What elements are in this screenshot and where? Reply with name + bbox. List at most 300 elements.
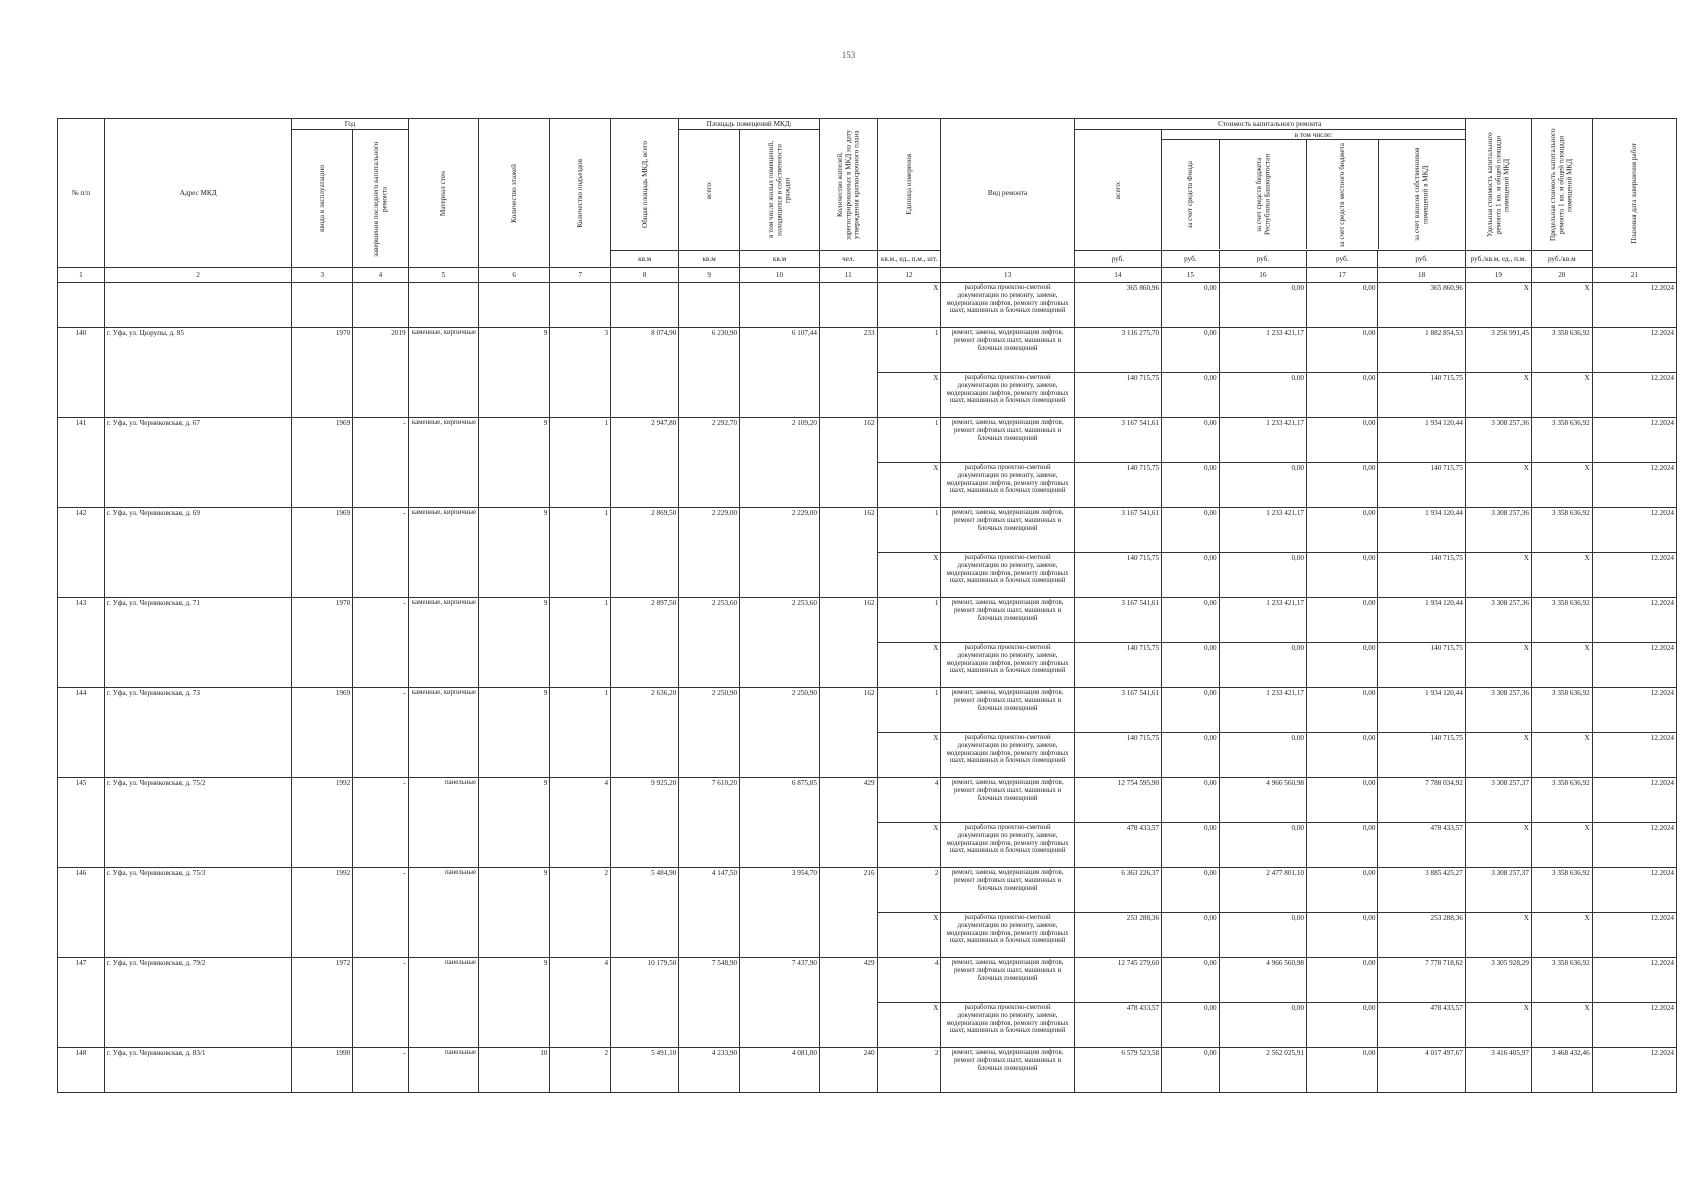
- limit-cost: 3 358 636,92: [1531, 508, 1592, 553]
- column-number: 8: [611, 268, 679, 283]
- floors: 9: [478, 508, 549, 598]
- unit-value: 1: [877, 418, 941, 463]
- header-year-built-label: ввода в эксплуатацию: [318, 165, 327, 233]
- year-last-repair: -: [353, 1048, 408, 1093]
- cost-fund: 0,00: [1162, 1048, 1220, 1093]
- cost-fund: 0,00: [1162, 418, 1220, 463]
- column-number: 1: [58, 268, 105, 283]
- unit-value: 4: [877, 778, 941, 823]
- limit-cost: 3 358 636,92: [1531, 418, 1592, 463]
- header-cost-fund-label: за счет средств Фонда: [1186, 160, 1195, 229]
- area-total: 9 925,20: [611, 778, 679, 868]
- cost-rb-budget: 1 233 421,17: [1219, 328, 1306, 373]
- year-last-repair: 2019: [353, 328, 408, 418]
- entrances: 4: [550, 778, 611, 868]
- area-in: 2 250,90: [740, 688, 820, 778]
- header-cost-incl: [1162, 130, 1466, 251]
- header-entrances-label: Количество подъездов: [576, 158, 585, 228]
- cost-fund: 0,00: [1162, 373, 1220, 418]
- unit-cell: руб.: [1378, 251, 1465, 268]
- year-last-repair: -: [353, 688, 408, 778]
- entrances: 1: [550, 688, 611, 778]
- completion-date: 12.2024: [1592, 958, 1676, 1003]
- cost-owners: 3 885 425,27: [1378, 868, 1465, 913]
- unit-value: X: [877, 643, 941, 688]
- cost-owners: 140 715,75: [1378, 373, 1465, 418]
- entrances: 3: [550, 328, 611, 418]
- cost-total: 6 363 226,37: [1074, 868, 1161, 913]
- column-number: 18: [1378, 268, 1465, 283]
- table-row: [58, 598, 1677, 643]
- residents: 162: [819, 418, 877, 508]
- unit-cell: руб.: [1162, 251, 1220, 268]
- work-type: разработка проектно-сметной документации по ремонту, замене, модернизации лифтов, ремонту лифтовых шахт, машинных и блочных помещений: [941, 373, 1074, 418]
- work-type: ремонт, замена, модернизация лифтов, ремонт лифтовых шахт, машинных и блочных помещений: [941, 778, 1074, 823]
- row-number: 147: [58, 958, 105, 1048]
- completion-date: 12.2024: [1592, 913, 1676, 958]
- unit-value: X: [877, 373, 941, 418]
- empty-cell: [353, 283, 408, 328]
- wall-material: каменные, кирпичные: [408, 508, 478, 598]
- specific-cost: 3 308 257,36: [1465, 688, 1531, 733]
- unit-value: X: [877, 553, 941, 598]
- unit-cell: руб.: [1074, 251, 1161, 268]
- area-all: 2 292,70: [679, 418, 740, 508]
- empty-cell: [58, 283, 105, 328]
- cost-owners: 4 017 497,67: [1378, 1048, 1465, 1093]
- cost-local-budget: 0,00: [1307, 418, 1378, 463]
- unit-value: 2: [877, 868, 941, 913]
- cost-local-budget: 0,00: [1307, 598, 1378, 643]
- column-number: 13: [941, 268, 1074, 283]
- cost-local-budget: 0,00: [1307, 1048, 1378, 1093]
- unit-cell: руб.: [1307, 251, 1378, 268]
- area-all: 4 233,90: [679, 1048, 740, 1093]
- limit-cost: X: [1531, 373, 1592, 418]
- cost-fund: 0,00: [1162, 913, 1220, 958]
- year-last-repair: -: [353, 508, 408, 598]
- area-in: 6 875,85: [740, 778, 820, 868]
- work-type: разработка проектно-сметной документации по ремонту, замене, модернизации лифтов, ремонту лифтовых шахт, машинных и блочных помещений: [941, 463, 1074, 508]
- area-in: 6 107,44: [740, 328, 820, 418]
- limit-cost: X: [1531, 553, 1592, 598]
- work-type: разработка проектно-сметной документации по ремонту, замене, модернизации лифтов, ремонту лифтовых шахт, машинных и блочных помещений: [941, 643, 1074, 688]
- cost-fund: 0,00: [1162, 283, 1220, 328]
- specific-cost: X: [1465, 643, 1531, 688]
- cost-owners: 478 433,57: [1378, 1003, 1465, 1048]
- column-number: 9: [679, 268, 740, 283]
- entrances: 4: [550, 958, 611, 1048]
- address: г. Уфа, ул. Черниковская, д. 83/1: [104, 1048, 292, 1093]
- work-type: разработка проектно-сметной документации по ремонту, замене, модернизации лифтов, ремонту лифтовых шахт, машинных и блочных помещений: [941, 283, 1074, 328]
- residents: 162: [819, 598, 877, 688]
- cost-total: 12 754 595,90: [1074, 778, 1161, 823]
- year-built: 1990: [292, 1048, 353, 1093]
- work-type: ремонт, замена, модернизация лифтов, ремонт лифтовых шахт, машинных и блочных помещений: [941, 598, 1074, 643]
- cost-fund: 0,00: [1162, 958, 1220, 1003]
- header-year-built: [292, 130, 353, 268]
- limit-cost: X: [1531, 823, 1592, 868]
- year-built: 1970: [292, 598, 353, 688]
- unit-cell: кв.м: [611, 251, 679, 268]
- cost-local-budget: 0,00: [1307, 283, 1378, 328]
- work-type: ремонт, замена, модернизация лифтов, ремонт лифтовых шахт, машинных и блочных помещений: [941, 868, 1074, 913]
- cost-local-budget: 0,00: [1307, 913, 1378, 958]
- cost-local-budget: 0,00: [1307, 553, 1378, 598]
- limit-cost: 3 468 432,46: [1531, 1048, 1592, 1093]
- header-limit-cost: [1531, 119, 1592, 251]
- unit-cell: руб./кв.м, ед., п.м.: [1465, 251, 1531, 268]
- cost-total: 140 715,75: [1074, 553, 1161, 598]
- cost-rb-budget: 0,00: [1219, 643, 1306, 688]
- cost-rb-budget: 0,00: [1219, 913, 1306, 958]
- cost-rb-budget: 0,00: [1219, 283, 1306, 328]
- year-last-repair: -: [353, 868, 408, 958]
- work-type: разработка проектно-сметной документации по ремонту, замене, модернизации лифтов, ремонту лифтовых шахт, машинных и блочных помещений: [941, 823, 1074, 868]
- cost-local-budget: 0,00: [1307, 463, 1378, 508]
- header-cost-owners-label: за счет взносов собственников помещений в МКД: [1413, 148, 1430, 242]
- unit-value: X: [877, 913, 941, 958]
- cost-total: 140 715,75: [1074, 373, 1161, 418]
- header-cost-fund: [1162, 140, 1220, 249]
- cost-total: 478 433,57: [1074, 823, 1161, 868]
- cost-local-budget: 0,00: [1307, 508, 1378, 553]
- row-number: 141: [58, 418, 105, 508]
- area-all: 6 230,90: [679, 328, 740, 418]
- cost-total: 140 715,75: [1074, 733, 1161, 778]
- completion-date: 12.2024: [1592, 553, 1676, 598]
- column-number: 15: [1162, 268, 1220, 283]
- address: г. Уфа, ул. Черниковская, д. 67: [104, 418, 292, 508]
- header-area-all: [679, 130, 740, 251]
- cost-total: 253 288,36: [1074, 913, 1161, 958]
- header-year-group: Год: [292, 119, 408, 130]
- area-total: 5 491,10: [611, 1048, 679, 1093]
- column-number: 20: [1531, 268, 1592, 283]
- cost-fund: 0,00: [1162, 508, 1220, 553]
- floors: 9: [478, 958, 549, 1048]
- address: г. Уфа, ул. Черниковская, д. 79/2: [104, 958, 292, 1048]
- cost-owners: 7 778 718,62: [1378, 958, 1465, 1003]
- cost-fund: 0,00: [1162, 823, 1220, 868]
- column-number: 16: [1219, 268, 1306, 283]
- specific-cost: X: [1465, 733, 1531, 778]
- cost-local-budget: 0,00: [1307, 958, 1378, 1003]
- address: г. Уфа, ул. Цюрупы, д. 85: [104, 328, 292, 418]
- work-type: ремонт, замена, модернизация лифтов, ремонт лифтовых шахт, машинных и блочных помещений: [941, 418, 1074, 463]
- column-number: 14: [1074, 268, 1161, 283]
- header-cost-incl-label: в том числе:: [1162, 131, 1465, 140]
- cost-local-budget: 0,00: [1307, 373, 1378, 418]
- row-number: 146: [58, 868, 105, 958]
- cost-rb-budget: 1 233 421,17: [1219, 598, 1306, 643]
- cost-rb-budget: 2 477 801,10: [1219, 868, 1306, 913]
- header-unit: [877, 119, 941, 251]
- area-in: 2 229,00: [740, 508, 820, 598]
- cost-total: 3 116 275,70: [1074, 328, 1161, 373]
- row-number: 140: [58, 328, 105, 418]
- cost-rb-budget: 0,00: [1219, 463, 1306, 508]
- unit-cell: руб.: [1219, 251, 1306, 268]
- area-total: 2 947,80: [611, 418, 679, 508]
- empty-cell: [408, 283, 478, 328]
- header-wall-material-label: Материал стен: [439, 170, 448, 216]
- specific-cost: X: [1465, 373, 1531, 418]
- column-number-row: [58, 268, 1677, 283]
- entrances: 2: [550, 1048, 611, 1093]
- work-type: разработка проектно-сметной документации по ремонту, замене, модернизации лифтов, ремонту лифтовых шахт, машинных и блочных помещений: [941, 1003, 1074, 1048]
- unit-cell: чел.: [819, 251, 877, 268]
- cost-rb-budget: 1 233 421,17: [1219, 418, 1306, 463]
- column-number: 10: [740, 268, 820, 283]
- cost-rb-budget: 0,00: [1219, 1003, 1306, 1048]
- cost-fund: 0,00: [1162, 553, 1220, 598]
- unit-value: 4: [877, 958, 941, 1003]
- column-number: 17: [1307, 268, 1378, 283]
- area-all: 2 253,60: [679, 598, 740, 688]
- address: г. Уфа, ул. Черниковская, д. 75/2: [104, 778, 292, 868]
- completion-date: 12.2024: [1592, 463, 1676, 508]
- header-area-group: Площадь помещений МКД:: [679, 119, 820, 130]
- entrances: 2: [550, 868, 611, 958]
- cost-fund: 0,00: [1162, 1003, 1220, 1048]
- cost-total: 140 715,75: [1074, 463, 1161, 508]
- cost-total: 140 715,75: [1074, 643, 1161, 688]
- unit-value: X: [877, 823, 941, 868]
- area-all: 2 229,00: [679, 508, 740, 598]
- cost-fund: 0,00: [1162, 778, 1220, 823]
- header-completion-date-label: Плановая дата завершения работ: [1630, 142, 1639, 244]
- address: г. Уфа, ул. Черниковская, д. 75/3: [104, 868, 292, 958]
- empty-cell: [679, 283, 740, 328]
- work-type: ремонт, замена, модернизация лифтов, ремонт лифтовых шахт, машинных и блочных помещений: [941, 688, 1074, 733]
- specific-cost: X: [1465, 913, 1531, 958]
- residents: 233: [819, 328, 877, 418]
- area-total: 2 897,50: [611, 598, 679, 688]
- floors: 9: [478, 328, 549, 418]
- header-cost-owners: [1379, 140, 1465, 249]
- floors: 9: [478, 868, 549, 958]
- year-built: 1992: [292, 868, 353, 958]
- limit-cost: X: [1531, 913, 1592, 958]
- column-number: 4: [353, 268, 408, 283]
- specific-cost: X: [1465, 283, 1531, 328]
- row-number: 145: [58, 778, 105, 868]
- header-year-last-repair-label: завершения последнего капитального ремонта: [372, 141, 389, 257]
- header-floors-label: Количество этажей: [510, 163, 519, 223]
- completion-date: 12.2024: [1592, 598, 1676, 643]
- cost-owners: 365 860,96: [1378, 283, 1465, 328]
- cost-rb-budget: 0,00: [1219, 733, 1306, 778]
- year-built: 1972: [292, 958, 353, 1048]
- header-cost-local: [1307, 140, 1378, 249]
- area-in: 2 109,20: [740, 418, 820, 508]
- specific-cost: 3 308 257,36: [1465, 418, 1531, 463]
- row-number: 143: [58, 598, 105, 688]
- table-row: [58, 688, 1677, 733]
- cost-owners: 1 934 120,44: [1378, 418, 1465, 463]
- cost-owners: 140 715,75: [1378, 733, 1465, 778]
- specific-cost: 3 308 257,36: [1465, 508, 1531, 553]
- header-area-all-label: всего:: [705, 181, 714, 200]
- limit-cost: 3 358 636,92: [1531, 688, 1592, 733]
- column-number: 3: [292, 268, 353, 283]
- year-last-repair: -: [353, 778, 408, 868]
- header-cost-sources: [1162, 140, 1465, 249]
- specific-cost: 3 308 257,36: [1465, 598, 1531, 643]
- unit-value: 1: [877, 508, 941, 553]
- work-type: ремонт, замена, модернизация лифтов, ремонт лифтовых шахт, машинных и блочных помещений: [941, 508, 1074, 553]
- header-completion-date: [1592, 119, 1676, 268]
- area-all: 7 548,90: [679, 958, 740, 1048]
- work-type: разработка проектно-сметной документации по ремонту, замене, модернизации лифтов, ремонту лифтовых шахт, машинных и блочных помещений: [941, 553, 1074, 598]
- year-last-repair: -: [353, 598, 408, 688]
- unit-value: X: [877, 283, 941, 328]
- cost-owners: 1 934 120,44: [1378, 688, 1465, 733]
- specific-cost: 3 256 991,45: [1465, 328, 1531, 373]
- year-built: 1969: [292, 418, 353, 508]
- header-area-in-label: в том числе жилых помещений, находящихся в собственности граждан: [767, 141, 792, 239]
- specific-cost: 3 308 257,37: [1465, 868, 1531, 913]
- year-last-repair: -: [353, 418, 408, 508]
- year-built: 1969: [292, 688, 353, 778]
- completion-date: 12.2024: [1592, 508, 1676, 553]
- area-total: 2 636,20: [611, 688, 679, 778]
- page-number: 153: [841, 50, 856, 60]
- empty-cell: [611, 283, 679, 328]
- cost-local-budget: 0,00: [1307, 328, 1378, 373]
- cost-owners: 478 433,57: [1378, 823, 1465, 868]
- cost-total: 6 579 523,58: [1074, 1048, 1161, 1093]
- residents: 240: [819, 1048, 877, 1093]
- table-row: [58, 958, 1677, 1003]
- header-num: № п/п: [58, 119, 105, 268]
- cost-rb-budget: 4 966 560,98: [1219, 958, 1306, 1003]
- work-type: разработка проектно-сметной документации по ремонту, замене, модернизации лифтов, ремонту лифтовых шахт, машинных и блочных помещений: [941, 913, 1074, 958]
- empty-cell: [478, 283, 549, 328]
- cost-rb-budget: 1 233 421,17: [1219, 508, 1306, 553]
- cost-owners: 1 882 854,53: [1378, 328, 1465, 373]
- cost-local-budget: 0,00: [1307, 778, 1378, 823]
- header-total-area-label: Общая площадь МКД, всего: [640, 141, 649, 229]
- completion-date: 12.2024: [1592, 733, 1676, 778]
- cost-total: 12 745 279,60: [1074, 958, 1161, 1003]
- cost-owners: 7 788 034,92: [1378, 778, 1465, 823]
- unit-value: 1: [877, 328, 941, 373]
- cost-fund: 0,00: [1162, 868, 1220, 913]
- wall-material: панельные: [408, 868, 478, 958]
- column-number: 6: [478, 268, 549, 283]
- limit-cost: 3 358 636,92: [1531, 778, 1592, 823]
- area-in: 3 954,70: [740, 868, 820, 958]
- cost-rb-budget: 2 562 025,91: [1219, 1048, 1306, 1093]
- cost-local-budget: 0,00: [1307, 688, 1378, 733]
- address: г. Уфа, ул. Черниковская, д. 73: [104, 688, 292, 778]
- completion-date: 12.2024: [1592, 283, 1676, 328]
- wall-material: панельные: [408, 778, 478, 868]
- header-specific-cost: [1465, 119, 1531, 251]
- unit-value: X: [877, 1003, 941, 1048]
- residents: 216: [819, 868, 877, 958]
- limit-cost: X: [1531, 733, 1592, 778]
- floors: 9: [478, 778, 549, 868]
- area-all: 4 147,50: [679, 868, 740, 958]
- cost-rb-budget: 0,00: [1219, 373, 1306, 418]
- header-specific-cost-label: Удельная стоимость капитального ремонта 1 кв. м общей площади помещений МКД: [1485, 132, 1511, 237]
- completion-date: 12.2024: [1592, 778, 1676, 823]
- cost-total: 3 167 541,61: [1074, 688, 1161, 733]
- completion-date: 12.2024: [1592, 373, 1676, 418]
- cost-rb-budget: 1 233 421,17: [1219, 688, 1306, 733]
- work-type: ремонт, замена, модернизация лифтов, ремонт лифтовых шахт, машинных и блочных помещений: [941, 328, 1074, 373]
- empty-cell: [740, 283, 820, 328]
- cost-local-budget: 0,00: [1307, 868, 1378, 913]
- unit-cell: кв.м: [679, 251, 740, 268]
- cost-rb-budget: 4 966 560,98: [1219, 778, 1306, 823]
- residents: 162: [819, 688, 877, 778]
- limit-cost: 3 358 636,92: [1531, 868, 1592, 913]
- cost-rb-budget: 0,00: [1219, 553, 1306, 598]
- table-row: [58, 418, 1677, 463]
- wall-material: каменные, кирпичные: [408, 418, 478, 508]
- cost-local-budget: 0,00: [1307, 823, 1378, 868]
- area-in: 7 437,90: [740, 958, 820, 1048]
- wall-material: каменные, кирпичные: [408, 688, 478, 778]
- header-cost-total-label: всего:: [1113, 181, 1122, 200]
- wall-material: панельные: [408, 958, 478, 1048]
- table-row: [58, 1048, 1677, 1093]
- completion-date: 12.2024: [1592, 328, 1676, 373]
- header-unit-label: Единица измерения: [904, 154, 913, 215]
- year-last-repair: -: [353, 958, 408, 1048]
- cost-local-budget: 0,00: [1307, 1003, 1378, 1048]
- address: г. Уфа, ул. Черниковская, д. 69: [104, 508, 292, 598]
- header-cost-group: Стоимость капитального ремонта: [1074, 119, 1465, 130]
- header-year-last-repair: [353, 130, 408, 268]
- header-cost-rb-label: за счет средств бюджета Республики Башкортостан: [1254, 154, 1271, 236]
- empty-cell: [819, 283, 877, 328]
- unit-cell: руб./кв.м: [1531, 251, 1592, 268]
- cost-fund: 0,00: [1162, 463, 1220, 508]
- area-all: 2 250,90: [679, 688, 740, 778]
- unit-value: 1: [877, 688, 941, 733]
- entrances: 1: [550, 598, 611, 688]
- cost-fund: 0,00: [1162, 688, 1220, 733]
- work-type: ремонт, замена, модернизация лифтов, ремонт лифтовых шахт, машинных и блочных помещений: [941, 958, 1074, 1003]
- empty-cell: [550, 283, 611, 328]
- table-row: [58, 868, 1677, 913]
- unit-value: X: [877, 733, 941, 778]
- year-built: 1969: [292, 508, 353, 598]
- header-limit-cost-label: Предельная стоимость капитального ремонта 1 кв. м общей площади помещений МКД: [1549, 128, 1574, 241]
- table-body: [58, 283, 1677, 1093]
- limit-cost: 3 358 636,92: [1531, 958, 1592, 1003]
- address: г. Уфа, ул. Черниковская, д. 71: [104, 598, 292, 688]
- cost-owners: 253 288,36: [1378, 913, 1465, 958]
- header-total-area: [611, 119, 679, 251]
- completion-date: 12.2024: [1592, 868, 1676, 913]
- table-row: [58, 328, 1677, 373]
- specific-cost: X: [1465, 553, 1531, 598]
- specific-cost: 3 416 405,97: [1465, 1048, 1531, 1093]
- floors: 9: [478, 418, 549, 508]
- completion-date: 12.2024: [1592, 1003, 1676, 1048]
- limit-cost: 3 358 636,92: [1531, 598, 1592, 643]
- column-number: 12: [877, 268, 941, 283]
- empty-cell: [292, 283, 353, 328]
- floors: 10: [478, 1048, 549, 1093]
- cost-owners: 140 715,75: [1378, 463, 1465, 508]
